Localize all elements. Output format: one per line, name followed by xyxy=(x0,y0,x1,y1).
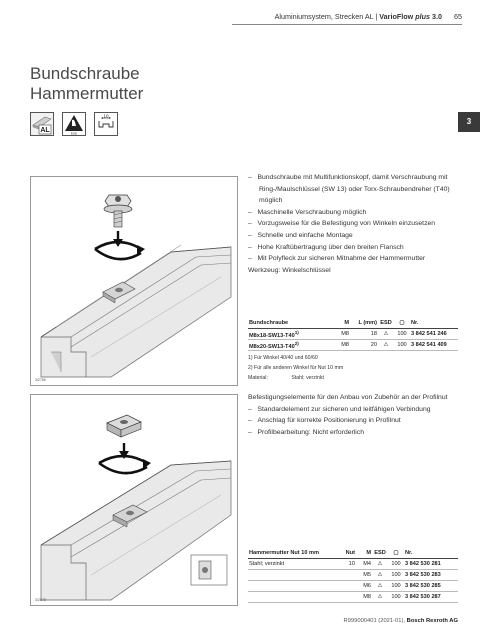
header-section: Aluminiumsystem, Strecken AL | xyxy=(274,12,378,21)
box-icon: ▢ xyxy=(394,318,410,329)
esd-symbol-icon: ⚠ xyxy=(372,559,388,570)
page-header xyxy=(0,12,462,21)
col-header: Nr. xyxy=(404,548,458,559)
chapter-tab: 3 xyxy=(458,112,480,132)
esd-symbol-icon: ⚠ xyxy=(378,340,394,351)
tool-line: Werkzeug: Winkelschlüssel xyxy=(248,266,331,274)
table-row: M6 ⚠ 100 3 842 530 285 xyxy=(248,581,458,592)
footer-doc: R999000401 (2021-01), xyxy=(343,618,406,624)
col-header: M xyxy=(330,318,350,329)
feature-item: – Mit Polyfleck zur sicheren Mitnahme der Hammermutter xyxy=(248,255,426,263)
al-icon-label: AL xyxy=(40,127,50,134)
feature-list-1 xyxy=(248,172,463,276)
table-row: Stahl; verzinkt 10 M4 ⚠ 100 3 842 530 281 xyxy=(248,559,458,570)
header-rule xyxy=(232,24,462,25)
bundschraube-illustration xyxy=(30,176,238,386)
col-header: M xyxy=(356,548,372,559)
page-number: 65 xyxy=(454,12,462,21)
feature-item: – Hohe Kraftübertragung über den breiten Flansch xyxy=(248,243,404,251)
esd-symbol-icon: ⚠ xyxy=(372,581,388,592)
title-line-1: Bundschraube xyxy=(30,64,140,83)
bundschraube-table xyxy=(248,318,458,383)
slot-10-icon xyxy=(94,112,118,136)
hammermutter-illustration xyxy=(30,394,238,606)
page-footer xyxy=(343,618,458,624)
esd-icon-label: ESD xyxy=(70,131,78,135)
col-header: Hammermutter Nut 10 mm xyxy=(248,548,340,559)
col-header: ESD xyxy=(378,318,394,329)
footnote: 2) Für alle anderen Winkel für Nut 10 mm xyxy=(248,365,344,371)
col-header: Nut xyxy=(340,548,356,559)
esd-warning-icon xyxy=(62,112,86,136)
table-row: M8x20-SW13-T40$^{2)}$ M8 20 ⚠ 100 3 842 541 409 xyxy=(248,340,458,351)
esd-symbol-icon: ⚠ xyxy=(372,570,388,581)
al-profile-icon xyxy=(30,112,54,136)
feature-item: – Vorzugsweise für die Befestigung von Winkeln einzusetzen xyxy=(248,220,436,228)
table-row: M5 ⚠ 100 3 842 530 283 xyxy=(248,570,458,581)
image-number: 3/2756 xyxy=(35,378,46,382)
table-row: M8 ⚠ 100 3 842 530 287 xyxy=(248,592,458,603)
feature-item: – Anschlag für korrekte Positionierung in Profilnut xyxy=(248,417,401,425)
page-title xyxy=(30,64,143,104)
feature-item: – Bundschraube mit Multifunktionskopf, damit Verschraubung mit Ring-/Maulschlüssel (SW 13) oder Torx-Schraubendreher (T40) möglich xyxy=(248,174,450,205)
title-line-2: Hammermutter xyxy=(30,84,144,103)
intro-text: Befestigungselemente für den Anbau von Zubehör an der Profilnut xyxy=(248,394,448,401)
header-product: VarioFlow xyxy=(379,12,414,21)
footer-brand: Bosch Rexroth AG xyxy=(406,618,458,624)
table-row: M8x18-SW13-T40$^{1)}$ M8 18 ⚠ 100 3 842 541 246 xyxy=(248,329,458,340)
header-version: 3.0 xyxy=(432,12,442,21)
footnote: 1) Für Winkel 40/40 und 60/60 xyxy=(248,355,318,361)
feature-item: – Standardelement zur sicheren und leitfähigen Verbindung xyxy=(248,405,431,413)
header-product-italic: plus xyxy=(415,12,430,21)
feature-list-2 xyxy=(248,392,463,438)
box-icon: ▢ xyxy=(388,548,404,559)
image-number: 3/2878 xyxy=(35,598,46,602)
feature-item: – Schnelle und einfache Montage xyxy=(248,231,353,239)
hammermutter-table xyxy=(248,548,458,603)
esd-symbol-icon: ⚠ xyxy=(372,592,388,603)
slot-icon-label: 10 xyxy=(103,113,109,119)
col-header: ESD xyxy=(372,548,388,559)
col-header: L (mm) xyxy=(350,318,378,329)
feature-item: – Maschinelle Verschraubung möglich xyxy=(248,208,367,216)
material-line: Material: Stahl; verzinkt xyxy=(248,375,324,381)
col-header: Bundschraube xyxy=(248,318,330,329)
feature-item: – Profilbearbeitung: Nicht erforderlich xyxy=(248,428,364,436)
col-header: Nr. xyxy=(410,318,458,329)
esd-symbol-icon: ⚠ xyxy=(378,329,394,340)
